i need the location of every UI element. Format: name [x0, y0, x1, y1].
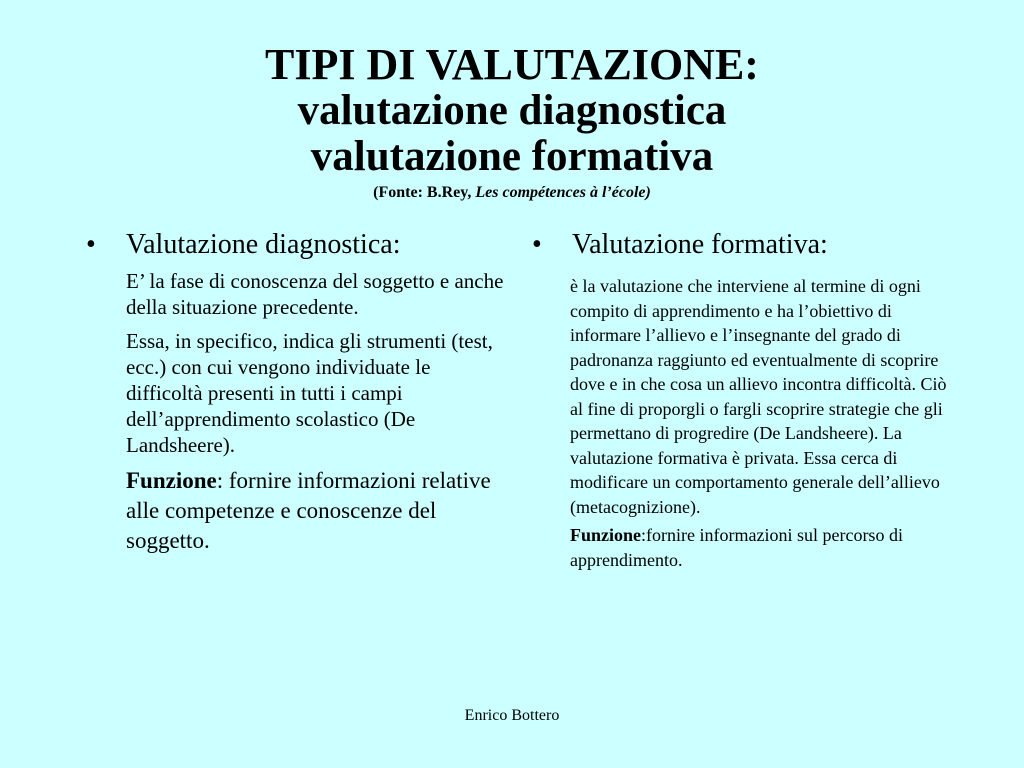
- right-heading: Valutazione formativa:: [572, 229, 828, 260]
- right-function-label: Funzione: [570, 525, 642, 545]
- left-bullet-heading: [84, 230, 504, 260]
- left-paragraph-2: Essa, in specifico, indica gli strumenti (test, ecc.) con cui vengono individuate le difficoltà presenti in tutti i campi dell’apprendimento scolastico (De Landsheere).: [126, 329, 493, 457]
- left-function-label: Funzione: [126, 468, 217, 493]
- title-subtitle-diagnostic: valutazione diagnostica: [297, 87, 727, 134]
- right-function-text: :fornire informazioni sul percorso di apprendimento.: [570, 525, 903, 570]
- left-heading-text: Valutazione diagnostica: [126, 229, 393, 260]
- source-book-title: Les compétences à l’école): [475, 184, 651, 201]
- right-function: [570, 523, 950, 572]
- left-heading: [126, 230, 400, 260]
- right-paragraph-1: è la valutazione che interviene al termine di ogni compito di apprendimento e ha l’obiettivo di informare l’allievo e l’insegnante del grado di padronanza raggiunto ed eventualmente di scoprire dove e in che cosa un allievo incontra difficoltà. Ciò al fine di proporgli o fargli scoprire strategie che gli permettano di progredire (De Landsheere). La valutazione formativa è privata. Essa cerca di modificare un comportamento generale dell’allievo (metacognizione).: [570, 276, 947, 517]
- left-function: [126, 466, 504, 556]
- bullet-icon: •: [86, 229, 96, 260]
- left-function-text: : fornire informazioni relative alle competenze e conoscenze del soggetto.: [126, 468, 491, 553]
- left-heading-colon: :: [392, 229, 401, 260]
- slide-title: [0, 42, 1024, 202]
- footer-author: Enrico Bottero: [464, 707, 560, 724]
- source-prefix: (Fonte: B.Rey,: [373, 184, 472, 201]
- title-subtitle-formative: valutazione formativa: [310, 133, 714, 180]
- source-citation: [0, 184, 1024, 202]
- left-column: [84, 230, 504, 556]
- title-main: TIPI DI VALUTAZIONE:: [265, 40, 759, 89]
- left-paragraph-1: E’ la fase di conoscenza del soggetto e anche della situazione precedente.: [126, 269, 504, 319]
- right-column: [530, 230, 950, 572]
- bullet-icon: •: [532, 229, 542, 260]
- right-bullet-heading: [530, 230, 950, 260]
